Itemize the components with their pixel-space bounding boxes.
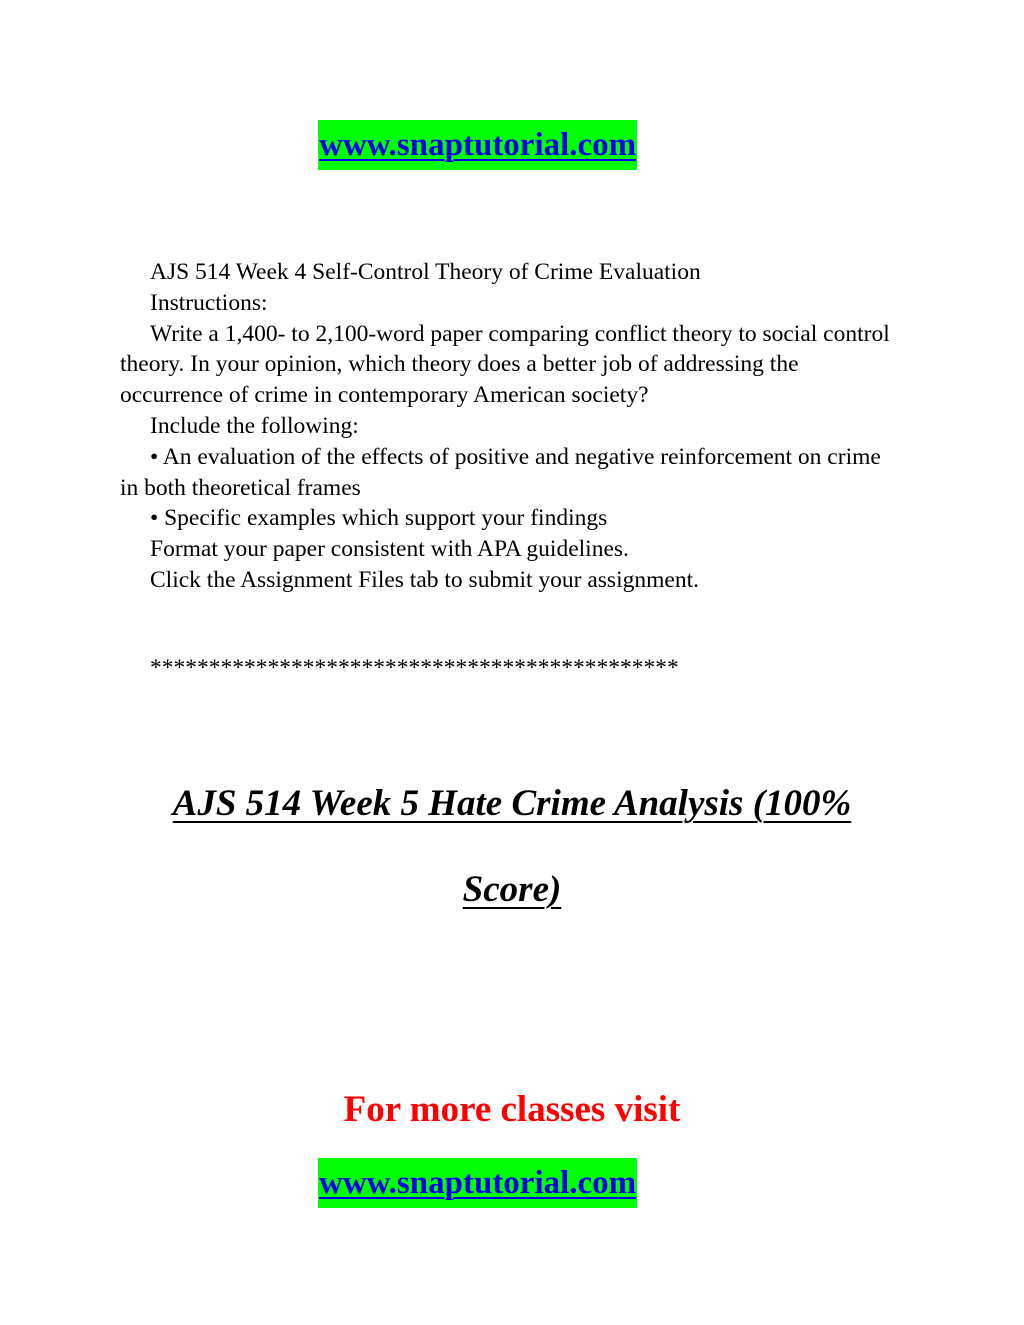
next-assignment-title: AJS 514 Week 5 Hate Crime Analysis (100% xyxy=(172,783,852,824)
footer-site-link[interactable]: www.snaptutorial.com xyxy=(318,1158,637,1208)
assignment-heading: AJS 514 Week 4 Self-Control Theory of Crime Evaluation xyxy=(150,259,701,285)
next-assignment-title-continued: Score) xyxy=(462,869,562,910)
submit-note: Click the Assignment Files tab to submit your assignment. xyxy=(150,566,699,593)
header-site-link[interactable]: www.snaptutorial.com xyxy=(318,120,637,170)
bullet-item: • Specific examples which support your findings xyxy=(150,505,608,532)
include-label: Include the following: xyxy=(150,412,359,439)
promo-text: For more classes visit xyxy=(343,1089,681,1130)
bullet-item: • An evaluation of the effects of positive and negative reinforcement on crime in both theoretical frames xyxy=(120,443,881,501)
assignment-description xyxy=(120,257,900,596)
instructions-paragraph: Write a 1,400- to 2,100-word paper comparing conflict theory to social control theory. In your opinion, which theory does a better job of addressing the occurrence of crime in contemporary American society? xyxy=(120,320,890,409)
separator-stars: ********************************************* xyxy=(150,655,679,681)
format-note: Format your paper consistent with APA guidelines. xyxy=(150,536,629,563)
instructions-label: Instructions: xyxy=(150,289,268,316)
